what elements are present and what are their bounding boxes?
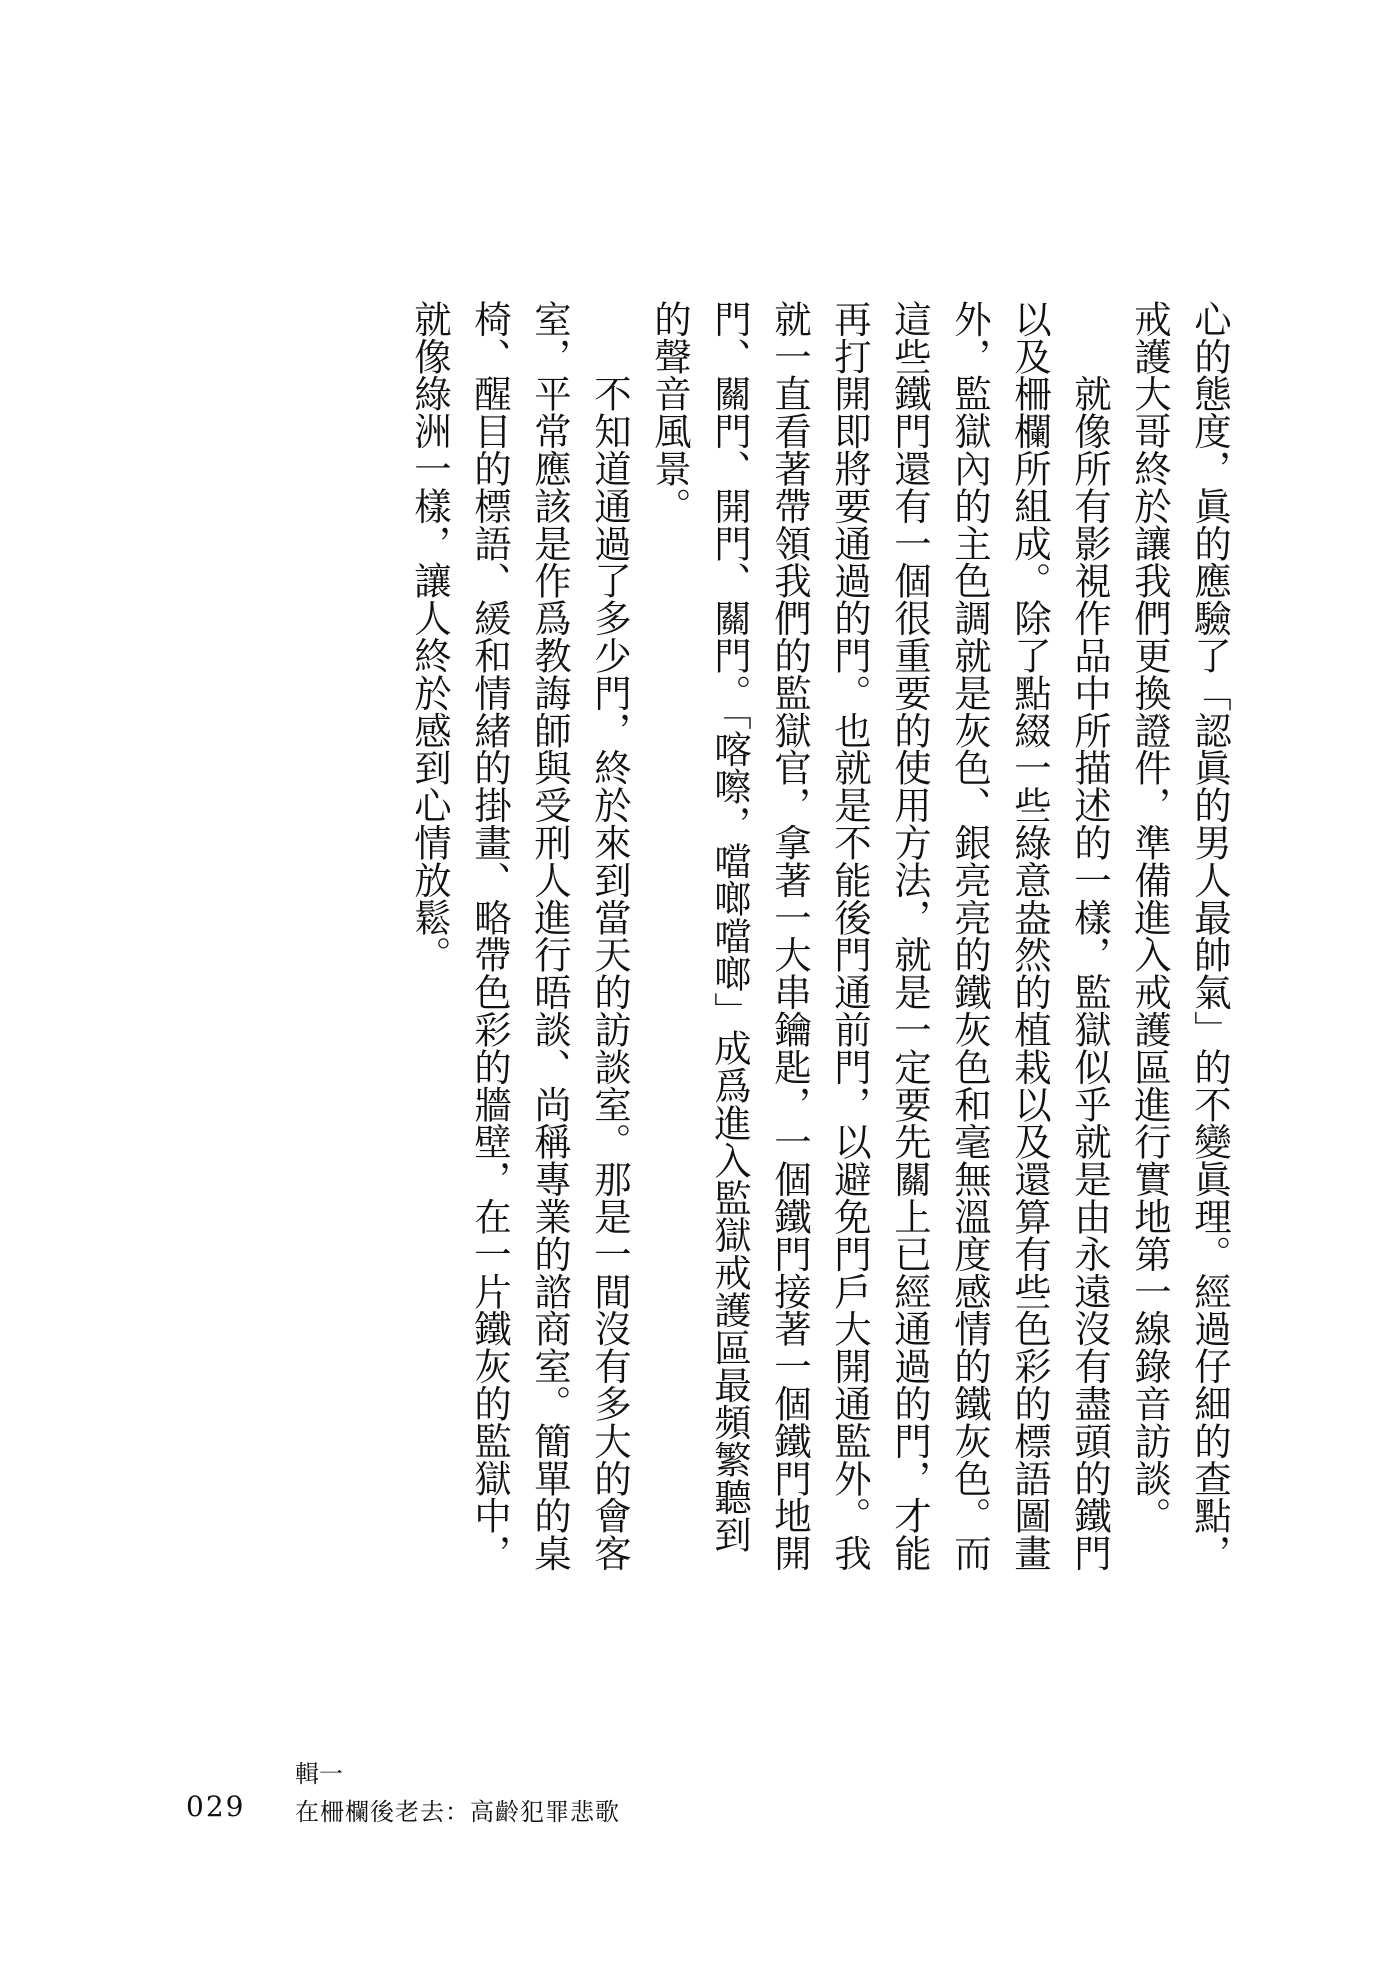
text-column: 的聲音風景。 [648,300,692,525]
page-number: 029 [186,1790,246,1823]
body-text [400,300,1240,1580]
page-footer [0,1740,1400,1860]
section-label: 輯一 [295,1760,343,1788]
text-column: 就像綠洲一樣，讓人終於感到心情放鬆。 [408,300,452,974]
book-title: 在柵欄後老去：高齡犯罪悲歌 [295,1798,620,1826]
text-column: 椅、醒目的標語、緩和情緒的掛畫、略帶色彩的牆壁，在一片鐵灰的監獄中， [468,300,512,1572]
text-column: 就像所有影視作品中所描述的一樣，監獄似乎就是由永遠沒有盡頭的鐵門 [1068,300,1112,1572]
text-column: 戒護大哥終於讓我們更換證件，準備進入戒護區進行實地第一線錄音訪談。 [1128,300,1172,1535]
text-column: 這些鐵門還有一個很重要的使用方法，就是一定要先關上已經通過的門，才能 [888,300,932,1572]
text-column: 門、關門、開門、關門。「喀嚓，噹啷噹啷」成爲進入監獄戒護區最頻繁聽到 [708,300,752,1553]
text-column: 以及柵欄所組成。除了點綴一些綠意盎然的植栽以及還算有些色彩的標語圖畫 [1008,300,1052,1572]
text-column: 不知道通過了多少門，終於來到當天的訪談室。那是一間沒有多大的會客 [588,300,632,1572]
text-column: 再打開即將要通過的門。也就是不能後門通前門，以避免門戶大開通監外。我 [828,300,872,1572]
text-column: 心的態度，眞的應驗了「認眞的男人最帥氣」的不變眞理。經過仔細的查點， [1188,300,1232,1572]
text-column: 室，平常應該是作爲教誨師與受刑人進行晤談、尚稱專業的諮商室。簡單的桌 [528,300,572,1572]
text-column: 就一直看著帶領我們的監獄官，拿著一大串鑰匙，一個鐵門接著一個鐵門地開 [768,300,812,1572]
text-column: 外，監獄內的主色調就是灰色、銀亮亮的鐵灰色和毫無溫度感情的鐵灰色。而 [948,300,992,1572]
